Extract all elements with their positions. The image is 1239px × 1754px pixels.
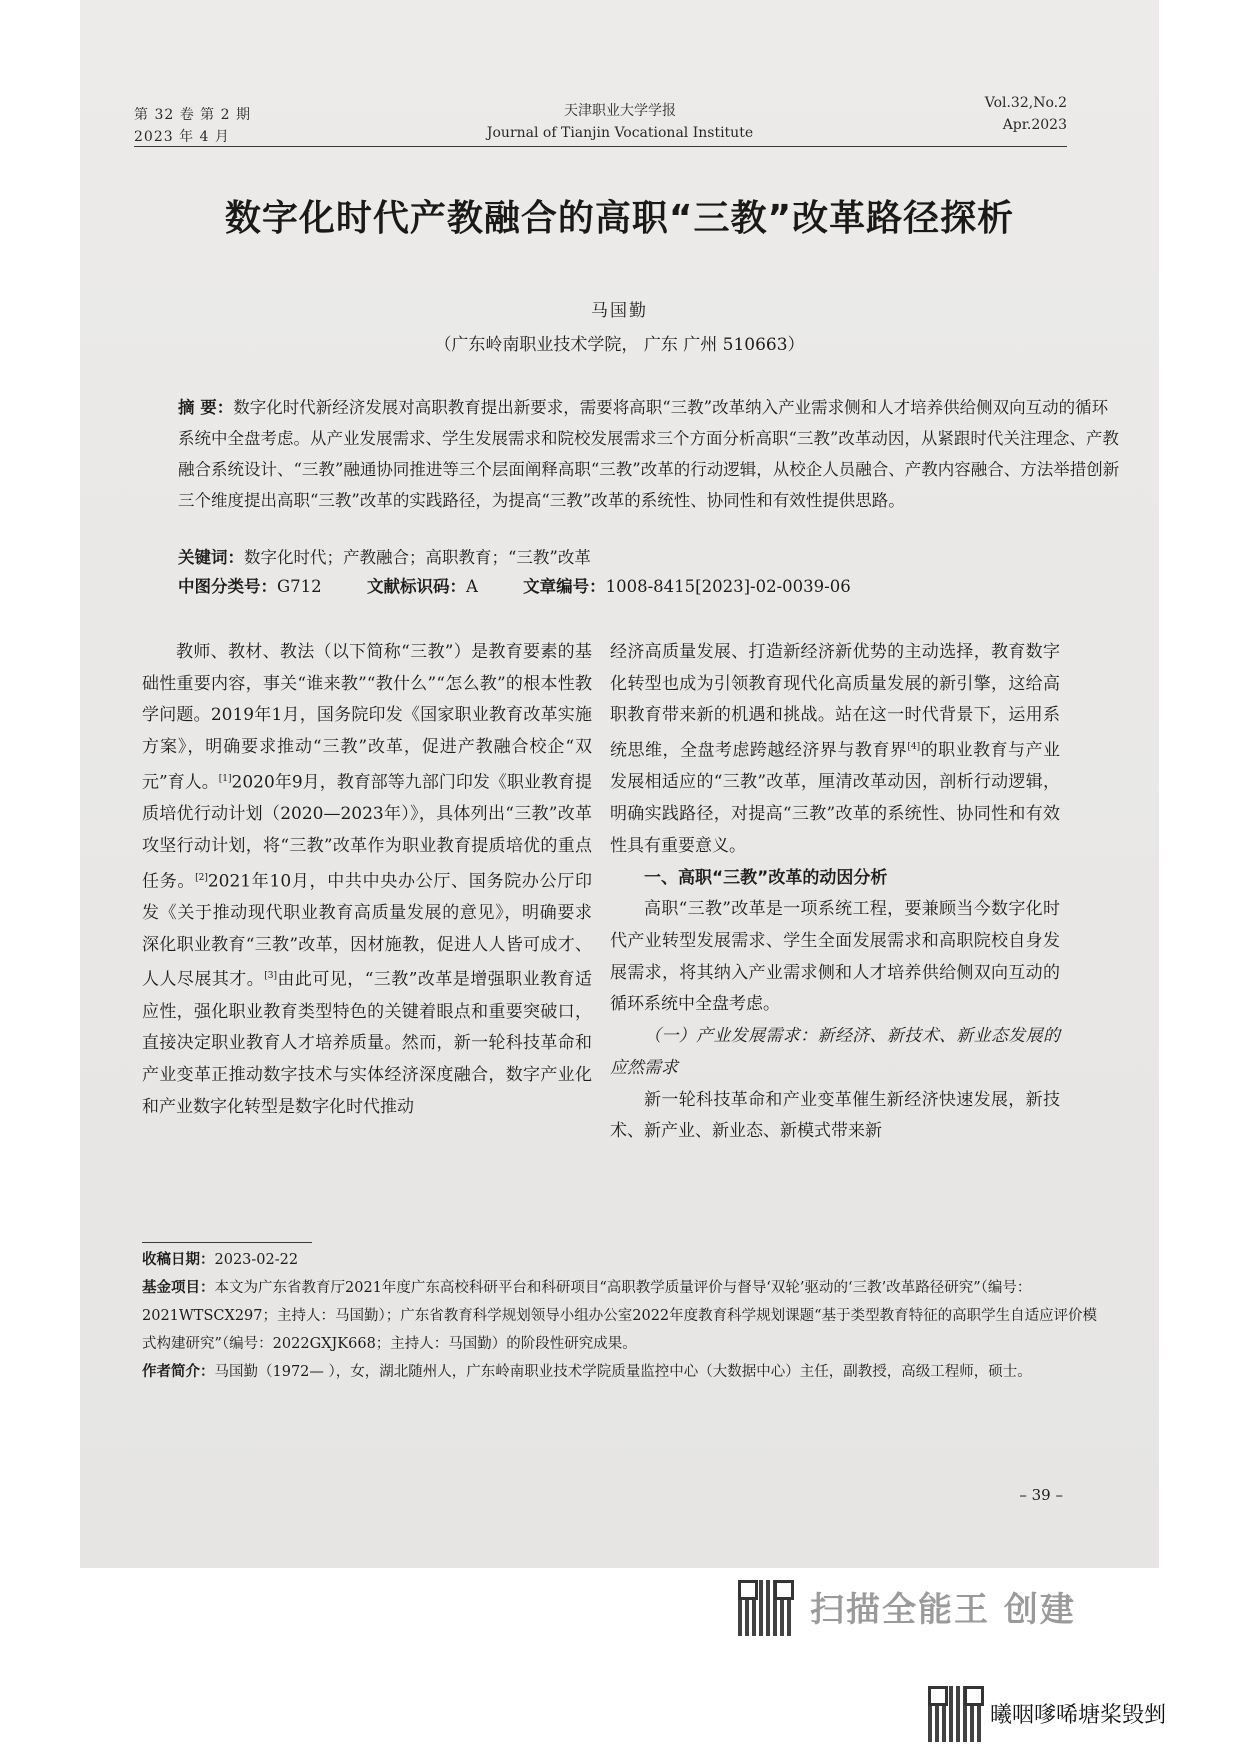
volume-issue-en: Vol.32,No.2 xyxy=(984,95,1067,111)
author-name: 马国勤 xyxy=(591,301,648,321)
article-title: 数字化时代产教融合的高职“三教”改革路径探析 xyxy=(224,198,1015,239)
doc-code-value: A xyxy=(465,577,478,596)
article-no-value: 1008-8415[2023]-02-0039-06 xyxy=(605,577,851,596)
keywords xyxy=(178,544,591,568)
citation-ref: [3] xyxy=(264,971,277,982)
body-paragraph: 教师、教材、教法（以下简称“三教”）是教育要素的基础性重要内容，事关“谁来教”“教什么”“怎么教”的根本性教学问题。2019年1月，国务院印发《国家职业教育改革实施方案》，明确要求推动“三教”改革，促进产教融合校企“双元”育人。[1]2020年9月，教育部等九部门印发《职业教育提质培优行动计划（2020—2023年）》，具体列出“三教”改革攻坚行动计划，将“三教”改革作为职业教育提质培优的重点任务。[2]2021年10月，中共中央办公厅、国务院办公厅印发《关于推动现代职业教育高质量发展的意见》，明确要求深化职业教育“三教”改革，因材施教，促进人人皆可成才、人人尽展其才。[3]由此可见，“三教”改革是增强职业教育适应性，强化职业教育类型特色的关键着眼点和重要突破口，直接决定职业教育人才培养质量。然而，新一轮科技革命和产业变革正推动数字技术与实体经济深度融合，数字产业化和产业数字化转型是数字化时代推动 xyxy=(142,642,593,1117)
footnote-divider xyxy=(142,1242,312,1243)
journal-name xyxy=(380,100,860,144)
publication-date-en: Apr.2023 xyxy=(1002,117,1067,133)
body-paragraph: 高职“三教”改革是一项系统工程，要兼顾当今数字化时代产业转型发展需求、学生全面发展需求和高职院校自身发展需求，将其纳入产业需求侧和人才培养供给侧双向互动的循环系统中全盘考虑。 xyxy=(610,899,1060,1015)
header-divider xyxy=(134,146,1067,147)
author-bio: 作者简介：马国勤（1972— ），女，湖北随州人，广东岭南职业技术学院质量监控中心（大数据中心）主任，副教授，高级工程师，硕士。 xyxy=(142,1364,1032,1380)
body-paragraph: 经济高质量发展、打造新经济新优势的主动选择，教育数字化转型也成为引领教育现代化高质量发展的新引擎，这给高职教育带来新的机遇和挑战。站在这一时代背景下，运用系统思维，全盘考虑跨越经济界与教育界[4]的职业教育与产业发展相适应的“三教”改革，厘清改革动因，剖析行动逻辑，明确实践路径，对提高“三教”改革的系统性、协同性和有效性具有重要意义。 xyxy=(610,642,1061,856)
subsection-heading: （一）产业发展需求：新经济、新技术、新业态发展的应然需求 xyxy=(610,1026,1060,1078)
abstract-label: 摘 要： xyxy=(178,398,234,417)
body-paragraph: 新一轮科技革命和产业变革催生新经济快速发展，新技术、新产业、新业态、新模式带来新 xyxy=(610,1089,1060,1142)
section-heading: 一、高职“三教”改革的动因分析 xyxy=(644,867,888,888)
keywords-text: 数字化时代；产教融合；高职教育；“三教”改革 xyxy=(244,548,591,567)
journal-name-cn: 天津职业大学学报 xyxy=(564,103,676,119)
journal-volume xyxy=(134,104,251,148)
citation-ref: [2] xyxy=(195,872,208,883)
keywords-label: 关键词： xyxy=(178,548,244,567)
body-column-left xyxy=(142,637,592,1124)
doc-code-label: 文献标识码： xyxy=(366,577,466,596)
page-number: – 39 – xyxy=(1019,1486,1063,1504)
body-column-right xyxy=(610,637,1060,1148)
qr-code-icon xyxy=(928,1686,984,1742)
abstract-text: 数字化时代新经济发展对高职教育提出新要求，需要将高职“三教”改革纳入产业需求侧和人才培养供给侧双向互动的循环系统中全盘考虑。从产业发展需求、学生发展需求和院校发展需求三个方面分析高职“三教”改革动因，从紧跟时代关注理念、产教融合系统设计、“三教”融通协同推进等三个层面阐释高职“三教”改革的行动逻辑，从校企人员融合、产教内容融合、方法举措创新三个维度提出高职“三教”改革的实践路径，为提高“三教”改革的系统性、协同性和有效性提供思路。 xyxy=(178,398,1120,510)
footer-text: 曦咽嗲唏塘桨毁剉 xyxy=(990,1703,1167,1728)
clc-label: 中图分类号： xyxy=(178,577,277,596)
abstract xyxy=(178,392,1124,516)
qr-code-icon xyxy=(738,1580,794,1636)
author-affiliation: （广东岭南职业技术学院， 广东 广州 510663） xyxy=(434,335,805,355)
publication-date-cn: 2023 年 4 月 xyxy=(134,129,230,145)
scanned-page xyxy=(80,0,1159,1568)
footnotes xyxy=(142,1246,1102,1386)
journal-name-en: Journal of Tianjin Vocational Institute xyxy=(486,125,754,141)
clc-value: G712 xyxy=(277,577,322,596)
received-date: 收稿日期：2023-02-22 xyxy=(142,1252,299,1268)
fund-info: 基金项目：本文为广东省教育厅2021年度广东高校科研平台和科研项目“高职教学质量评价与督导‘双轮’驱动的‘三教’改革路径研究”（编号：2021WTSCX297；主持人：马国勤）；广东省教育科学规划领导小组办公室2022年度教育科学规划课题“基于类型教育特征的高职学生自适应评价模式构建研究”（编号：2022GXJK668；主持人：马国勤）的阶段性研究成果。 xyxy=(142,1280,1098,1352)
scanner-watermark: 扫描全能王 创建 xyxy=(810,1590,1076,1630)
article-no-label: 文章编号： xyxy=(523,577,606,596)
citation-ref: [1] xyxy=(218,773,232,784)
volume-issue: 第 32 卷 第 2 期 xyxy=(134,107,251,123)
citation-ref: [4] xyxy=(907,742,921,753)
journal-volume-en xyxy=(985,92,1067,136)
classification-line xyxy=(178,573,851,597)
